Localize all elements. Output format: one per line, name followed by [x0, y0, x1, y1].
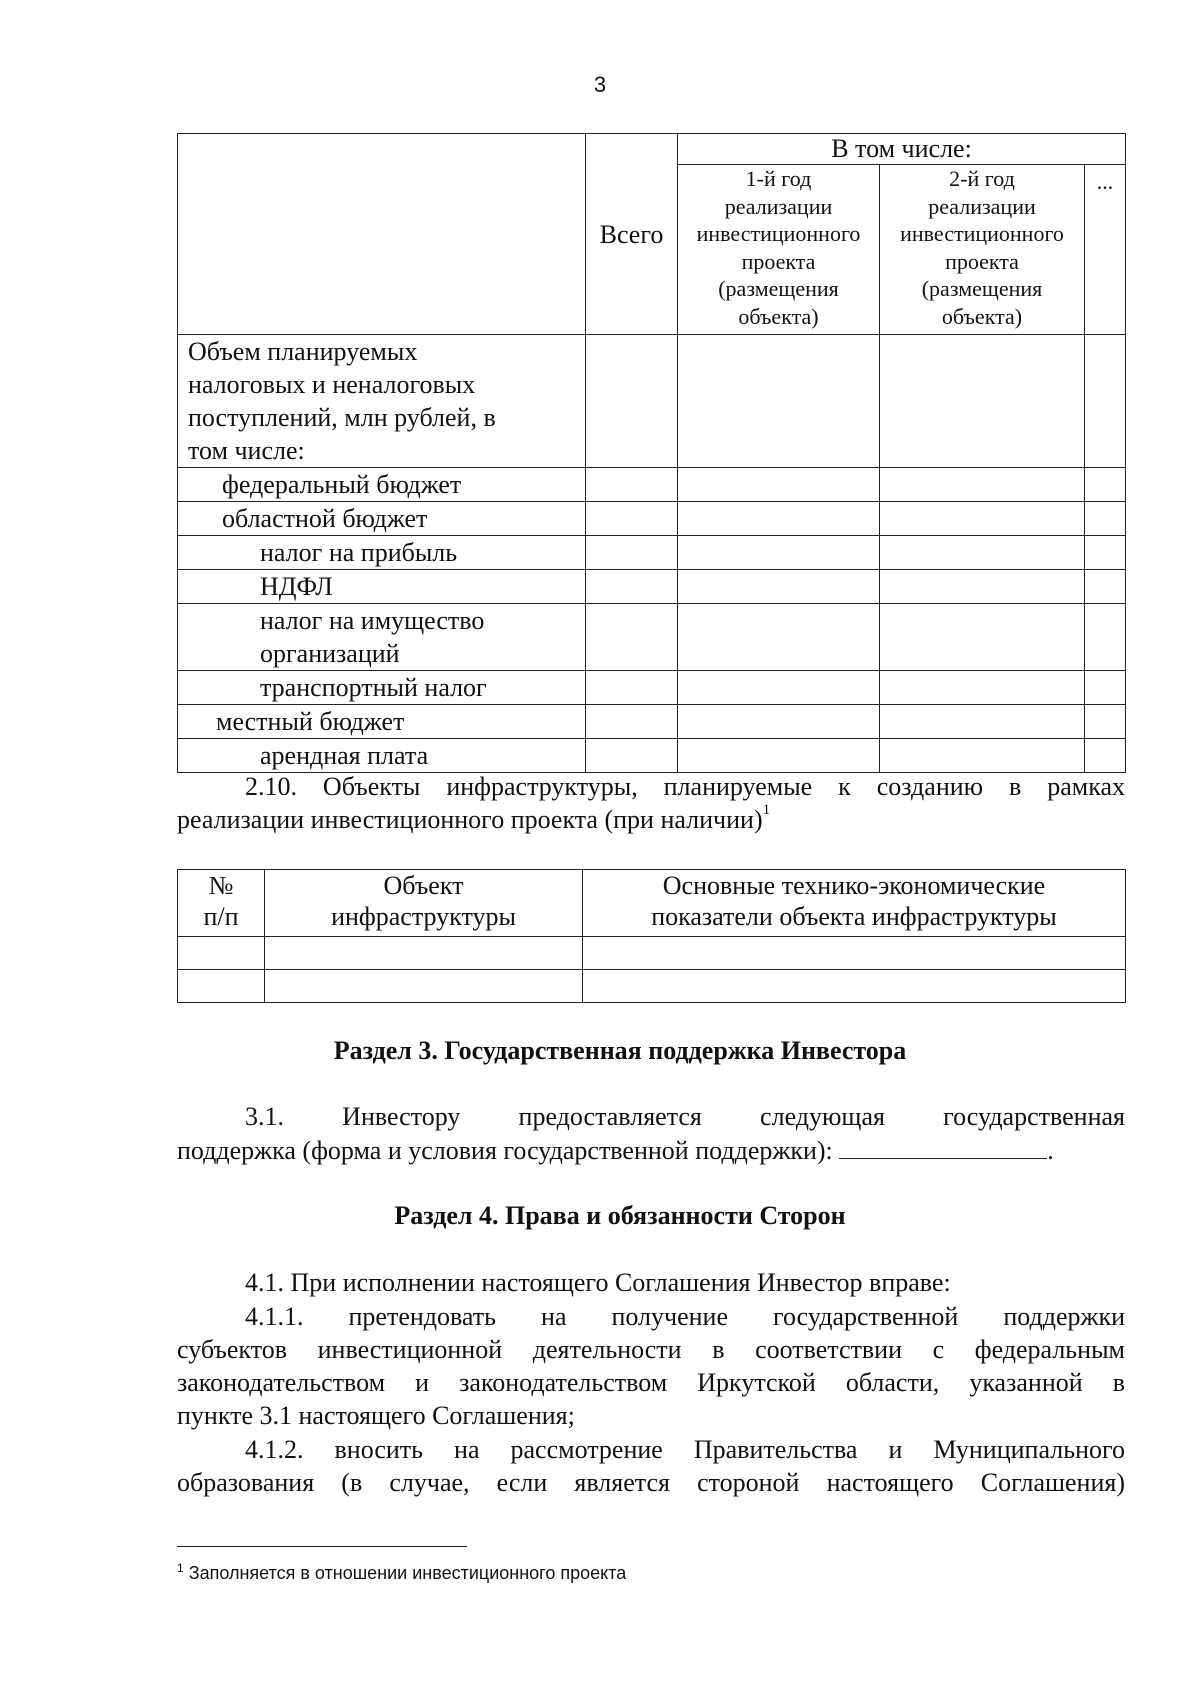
- section-4-1-2-line2: образования (в случае, если является стороной настоящего Соглашения): [177, 1468, 1125, 1497]
- header-including: В том числе:: [678, 134, 1126, 165]
- row-property-tax: налог на имущество организаций: [178, 604, 586, 671]
- row-federal-budget: федеральный бюджет: [178, 468, 586, 502]
- section-4-1-1-line1: 4.1.1. претендовать на получение государственной поддержки: [245, 1302, 1125, 1331]
- row-total-revenues: Объем планируемых налоговых и неналоговых поступлений, млн рублей, в том числе:: [178, 335, 586, 468]
- footnote: $^1$ Заполняется в отношении инвестиционного проекта: [177, 1561, 627, 1583]
- row-rent: арендная плата: [178, 739, 586, 773]
- header-year1: 1-й год реализации инвестиционного проекта (размещения объекта): [678, 165, 880, 335]
- section-4-1: 4.1. При исполнении настоящего Соглашения Инвестор вправе:: [245, 1268, 951, 1297]
- blank-field: [839, 1134, 1047, 1159]
- section-4-1-2-line1: 4.1.2. вносить на рассмотрение Правительства и Муниципального: [245, 1435, 1125, 1464]
- table-row: [178, 937, 1126, 970]
- section-4-1-1-line4: пункте 3.1 настоящего Соглашения;: [177, 1401, 575, 1430]
- header-year2: 2-й год реализации инвестиционного проекта (размещения объекта): [880, 165, 1085, 335]
- row-regional-budget: областной бюджет: [178, 502, 586, 536]
- col-number: № п/п: [178, 870, 265, 937]
- infrastructure-table: [177, 869, 1126, 1003]
- section-4-1-1-line2: субъектов инвестиционной деятельности в соответствии с федеральным: [177, 1335, 1125, 1364]
- section-3-heading: Раздел 3. Государственная поддержка Инвестора: [333, 1036, 907, 1065]
- header-ellipsis: ...: [1085, 165, 1126, 335]
- section-2-10-line2: реализации инвестиционного проекта (при наличии)$^1$: [177, 802, 771, 834]
- header-total: Всего: [586, 134, 678, 335]
- col-object: Объект инфраструктуры: [265, 870, 583, 937]
- footnote-ref: 1: [762, 802, 771, 818]
- table-row: [178, 970, 1126, 1003]
- row-transport-tax: транспортный налог: [178, 671, 586, 705]
- section-4-1-1-line3: законодательством и законодательством Иркутской области, указанной в: [177, 1368, 1125, 1397]
- row-ndfl: НДФЛ: [178, 570, 586, 604]
- row-local-budget: местный бюджет: [178, 705, 586, 739]
- col-indicators: Основные технико-экономические показатели объекта инфраструктуры: [583, 870, 1126, 937]
- section-3-1-line2: поддержка (форма и условия государственной поддержки): .: [177, 1136, 1054, 1165]
- tax-revenue-table: [177, 133, 1126, 773]
- section-3-1-line1: 3.1. Инвестору предоставляется следующая государственная: [245, 1102, 1125, 1131]
- section-4-heading: Раздел 4. Права и обязанности Сторон: [394, 1201, 846, 1230]
- page-number: 3: [593, 72, 607, 97]
- section-2-10-line1: 2.10. Объекты инфраструктуры, планируемые к созданию в рамках: [245, 772, 1125, 801]
- header-empty-cell: [178, 134, 586, 335]
- footnote-divider: [177, 1546, 467, 1547]
- row-profit-tax: налог на прибыль: [178, 536, 586, 570]
